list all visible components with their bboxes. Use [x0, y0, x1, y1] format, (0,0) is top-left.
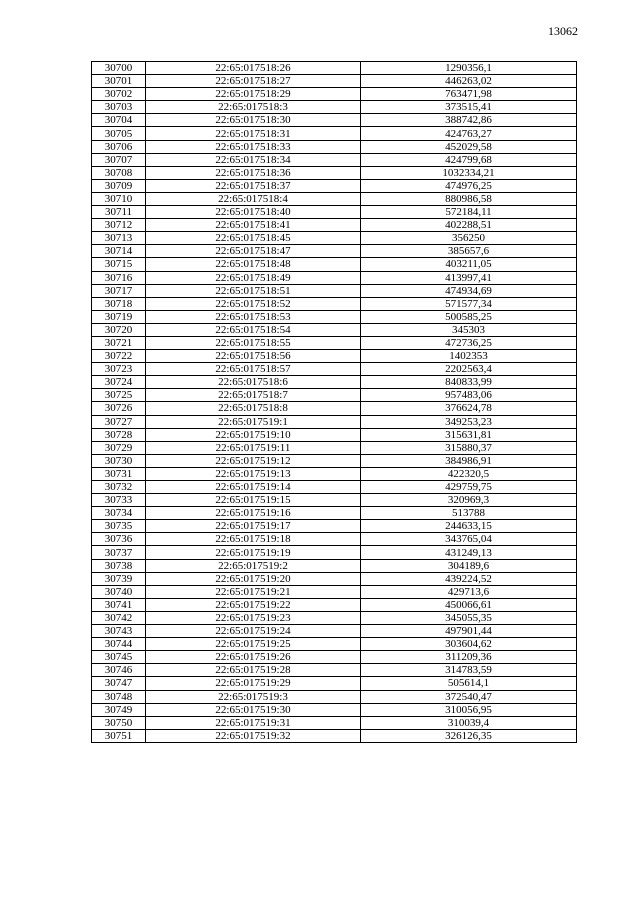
cadastral-number-cell: 22:65:017518:30: [146, 114, 361, 127]
row-number-cell: 30721: [92, 336, 146, 349]
row-number-cell: 30701: [92, 75, 146, 88]
cadastral-number-cell: 22:65:017518:3: [146, 101, 361, 114]
table-row: [92, 428, 577, 441]
value-cell: 315631,81: [361, 428, 577, 441]
cadastral-number-cell: 22:65:017519:2: [146, 559, 361, 572]
table-row: [92, 703, 577, 716]
cadastral-number-cell: 22:65:017518:34: [146, 153, 361, 166]
cadastral-number-cell: 22:65:017518:47: [146, 245, 361, 258]
value-cell: 343765,04: [361, 533, 577, 546]
value-cell: 345303: [361, 323, 577, 336]
table-row: [92, 206, 577, 219]
row-number-cell: 30711: [92, 206, 146, 219]
value-cell: 429713,6: [361, 585, 577, 598]
row-number-cell: 30702: [92, 88, 146, 101]
value-cell: 1402353: [361, 350, 577, 363]
value-cell: 1032334,21: [361, 166, 577, 179]
row-number-cell: 30706: [92, 140, 146, 153]
value-cell: 497901,44: [361, 625, 577, 638]
value-cell: 571577,34: [361, 297, 577, 310]
cadastral-number-cell: 22:65:017518:36: [146, 166, 361, 179]
table-row: [92, 363, 577, 376]
row-number-cell: 30708: [92, 166, 146, 179]
table-row: [92, 664, 577, 677]
value-cell: 310039,4: [361, 716, 577, 729]
cadastral-number-cell: 22:65:017519:16: [146, 507, 361, 520]
row-number-cell: 30730: [92, 454, 146, 467]
row-number-cell: 30704: [92, 114, 146, 127]
table-row: [92, 638, 577, 651]
value-cell: 763471,98: [361, 88, 577, 101]
table-row: [92, 520, 577, 533]
row-number-cell: 30726: [92, 402, 146, 415]
row-number-cell: 30746: [92, 664, 146, 677]
value-cell: 320969,3: [361, 494, 577, 507]
table-row: [92, 611, 577, 624]
value-cell: 957483,06: [361, 389, 577, 402]
value-cell: 429759,75: [361, 481, 577, 494]
table-row: [92, 454, 577, 467]
cadastral-number-cell: 22:65:017519:22: [146, 598, 361, 611]
row-number-cell: 30712: [92, 219, 146, 232]
table-row: [92, 127, 577, 140]
row-number-cell: 30715: [92, 258, 146, 271]
table-row: [92, 402, 577, 415]
value-cell: 1290356,1: [361, 62, 577, 75]
value-cell: 2202563,4: [361, 363, 577, 376]
row-number-cell: 30700: [92, 62, 146, 75]
row-number-cell: 30719: [92, 310, 146, 323]
table-row: [92, 467, 577, 480]
cadastral-number-cell: 22:65:017518:56: [146, 350, 361, 363]
table-row: [92, 376, 577, 389]
cadastral-number-cell: 22:65:017518:4: [146, 192, 361, 205]
value-cell: 303604,62: [361, 638, 577, 651]
table-row: [92, 219, 577, 232]
value-cell: 385657,6: [361, 245, 577, 258]
value-cell: 349253,23: [361, 415, 577, 428]
row-number-cell: 30723: [92, 363, 146, 376]
table-row: [92, 415, 577, 428]
row-number-cell: 30739: [92, 572, 146, 585]
cadastral-number-cell: 22:65:017519:1: [146, 415, 361, 428]
row-number-cell: 30740: [92, 585, 146, 598]
value-cell: 474976,25: [361, 179, 577, 192]
row-number-cell: 30750: [92, 716, 146, 729]
row-number-cell: 30728: [92, 428, 146, 441]
value-cell: 513788: [361, 507, 577, 520]
table-row: [92, 192, 577, 205]
table-row: [92, 572, 577, 585]
table-row: [92, 441, 577, 454]
row-number-cell: 30727: [92, 415, 146, 428]
cadastral-number-cell: 22:65:017518:31: [146, 127, 361, 140]
value-cell: 388742,86: [361, 114, 577, 127]
value-cell: 572184,11: [361, 206, 577, 219]
value-cell: 372540,47: [361, 690, 577, 703]
cadastral-number-cell: 22:65:017518:48: [146, 258, 361, 271]
row-number-cell: 30717: [92, 284, 146, 297]
row-number-cell: 30745: [92, 651, 146, 664]
row-number-cell: 30709: [92, 179, 146, 192]
table-row: [92, 350, 577, 363]
value-cell: 474934,69: [361, 284, 577, 297]
value-cell: 446263,02: [361, 75, 577, 88]
table-row: [92, 336, 577, 349]
row-number-cell: 30751: [92, 729, 146, 742]
cadastral-number-cell: 22:65:017518:54: [146, 323, 361, 336]
cadastral-number-cell: 22:65:017519:18: [146, 533, 361, 546]
cadastral-number-cell: 22:65:017519:31: [146, 716, 361, 729]
value-cell: 373515,41: [361, 101, 577, 114]
row-number-cell: 30733: [92, 494, 146, 507]
table-row: [92, 481, 577, 494]
value-cell: 244633,15: [361, 520, 577, 533]
row-number-cell: 30714: [92, 245, 146, 258]
table-row: [92, 88, 577, 101]
table-row: [92, 101, 577, 114]
cadastral-number-cell: 22:65:017519:20: [146, 572, 361, 585]
table-row: [92, 494, 577, 507]
cadastral-number-cell: 22:65:017518:29: [146, 88, 361, 101]
table-row: [92, 140, 577, 153]
value-cell: 304189,6: [361, 559, 577, 572]
value-cell: 424799,68: [361, 153, 577, 166]
table-row: [92, 258, 577, 271]
cadastral-number-cell: 22:65:017519:32: [146, 729, 361, 742]
table-row: [92, 690, 577, 703]
value-cell: 402288,51: [361, 219, 577, 232]
row-number-cell: 30707: [92, 153, 146, 166]
row-number-cell: 30738: [92, 559, 146, 572]
row-number-cell: 30737: [92, 546, 146, 559]
cadastral-number-cell: 22:65:017518:49: [146, 271, 361, 284]
cadastral-number-cell: 22:65:017518:26: [146, 62, 361, 75]
cadastral-number-cell: 22:65:017518:53: [146, 310, 361, 323]
table-row: [92, 323, 577, 336]
table-row: [92, 389, 577, 402]
cadastral-number-cell: 22:65:017518:33: [146, 140, 361, 153]
table-row: [92, 232, 577, 245]
cadastral-number-cell: 22:65:017519:23: [146, 611, 361, 624]
cadastral-number-cell: 22:65:017519:3: [146, 690, 361, 703]
cadastral-number-cell: 22:65:017519:10: [146, 428, 361, 441]
cadastral-number-cell: 22:65:017518:52: [146, 297, 361, 310]
cadastral-number-cell: 22:65:017518:51: [146, 284, 361, 297]
value-cell: 311209,36: [361, 651, 577, 664]
table-row: [92, 166, 577, 179]
cadastral-number-cell: 22:65:017519:28: [146, 664, 361, 677]
table-row: [92, 533, 577, 546]
page-number: 13062: [548, 24, 578, 38]
cadastral-number-cell: 22:65:017519:12: [146, 454, 361, 467]
value-cell: 431249,13: [361, 546, 577, 559]
cadastral-number-cell: 22:65:017518:8: [146, 402, 361, 415]
row-number-cell: 30725: [92, 389, 146, 402]
cadastral-number-cell: 22:65:017518:41: [146, 219, 361, 232]
row-number-cell: 30743: [92, 625, 146, 638]
value-cell: 450066,61: [361, 598, 577, 611]
cadastral-number-cell: 22:65:017518:27: [146, 75, 361, 88]
table-row: [92, 179, 577, 192]
table-row: [92, 651, 577, 664]
cadastral-number-cell: 22:65:017518:6: [146, 376, 361, 389]
row-number-cell: 30732: [92, 481, 146, 494]
value-cell: 840833,99: [361, 376, 577, 389]
value-cell: 310056,95: [361, 703, 577, 716]
cadastral-number-cell: 22:65:017518:37: [146, 179, 361, 192]
table-row: [92, 284, 577, 297]
value-cell: 314783,59: [361, 664, 577, 677]
table-row: [92, 245, 577, 258]
value-cell: 345055,35: [361, 611, 577, 624]
row-number-cell: 30705: [92, 127, 146, 140]
data-table: [91, 61, 577, 743]
cadastral-number-cell: 22:65:017519:13: [146, 467, 361, 480]
cadastral-number-cell: 22:65:017518:7: [146, 389, 361, 402]
cadastral-number-cell: 22:65:017519:14: [146, 481, 361, 494]
cadastral-number-cell: 22:65:017519:15: [146, 494, 361, 507]
row-number-cell: 30724: [92, 376, 146, 389]
table-row: [92, 585, 577, 598]
table-row: [92, 114, 577, 127]
row-number-cell: 30747: [92, 677, 146, 690]
row-number-cell: 30742: [92, 611, 146, 624]
table-row: [92, 297, 577, 310]
cadastral-number-cell: 22:65:017519:29: [146, 677, 361, 690]
table-row: [92, 729, 577, 742]
row-number-cell: 30713: [92, 232, 146, 245]
value-cell: 356250: [361, 232, 577, 245]
cadastral-number-cell: 22:65:017518:57: [146, 363, 361, 376]
table-row: [92, 507, 577, 520]
cadastral-number-cell: 22:65:017519:11: [146, 441, 361, 454]
row-number-cell: 30729: [92, 441, 146, 454]
row-number-cell: 30741: [92, 598, 146, 611]
value-cell: 880986,58: [361, 192, 577, 205]
value-cell: 326126,35: [361, 729, 577, 742]
row-number-cell: 30716: [92, 271, 146, 284]
value-cell: 403211,05: [361, 258, 577, 271]
table-row: [92, 75, 577, 88]
row-number-cell: 30722: [92, 350, 146, 363]
table-row: [92, 598, 577, 611]
row-number-cell: 30710: [92, 192, 146, 205]
cadastral-number-cell: 22:65:017519:21: [146, 585, 361, 598]
table-body: [92, 62, 577, 743]
value-cell: 315880,37: [361, 441, 577, 454]
row-number-cell: 30703: [92, 101, 146, 114]
value-cell: 424763,27: [361, 127, 577, 140]
row-number-cell: 30735: [92, 520, 146, 533]
table-row: [92, 625, 577, 638]
value-cell: 422320,5: [361, 467, 577, 480]
row-number-cell: 30734: [92, 507, 146, 520]
cadastral-number-cell: 22:65:017518:45: [146, 232, 361, 245]
value-cell: 439224,52: [361, 572, 577, 585]
cadastral-number-cell: 22:65:017519:17: [146, 520, 361, 533]
cadastral-number-cell: 22:65:017518:55: [146, 336, 361, 349]
table-row: [92, 271, 577, 284]
row-number-cell: 30744: [92, 638, 146, 651]
cadastral-number-cell: 22:65:017519:26: [146, 651, 361, 664]
table-row: [92, 716, 577, 729]
cadastral-number-cell: 22:65:017518:40: [146, 206, 361, 219]
table-row: [92, 310, 577, 323]
cadastral-number-cell: 22:65:017519:25: [146, 638, 361, 651]
row-number-cell: 30718: [92, 297, 146, 310]
cadastral-number-cell: 22:65:017519:24: [146, 625, 361, 638]
row-number-cell: 30749: [92, 703, 146, 716]
cadastral-number-cell: 22:65:017519:30: [146, 703, 361, 716]
table-row: [92, 62, 577, 75]
row-number-cell: 30736: [92, 533, 146, 546]
row-number-cell: 30731: [92, 467, 146, 480]
value-cell: 505614,1: [361, 677, 577, 690]
table-row: [92, 153, 577, 166]
value-cell: 452029,58: [361, 140, 577, 153]
value-cell: 384986,91: [361, 454, 577, 467]
cadastral-number-cell: 22:65:017519:19: [146, 546, 361, 559]
value-cell: 413997,41: [361, 271, 577, 284]
row-number-cell: 30720: [92, 323, 146, 336]
table-row: [92, 677, 577, 690]
value-cell: 472736,25: [361, 336, 577, 349]
value-cell: 500585,25: [361, 310, 577, 323]
table-row: [92, 546, 577, 559]
table-row: [92, 559, 577, 572]
row-number-cell: 30748: [92, 690, 146, 703]
value-cell: 376624,78: [361, 402, 577, 415]
